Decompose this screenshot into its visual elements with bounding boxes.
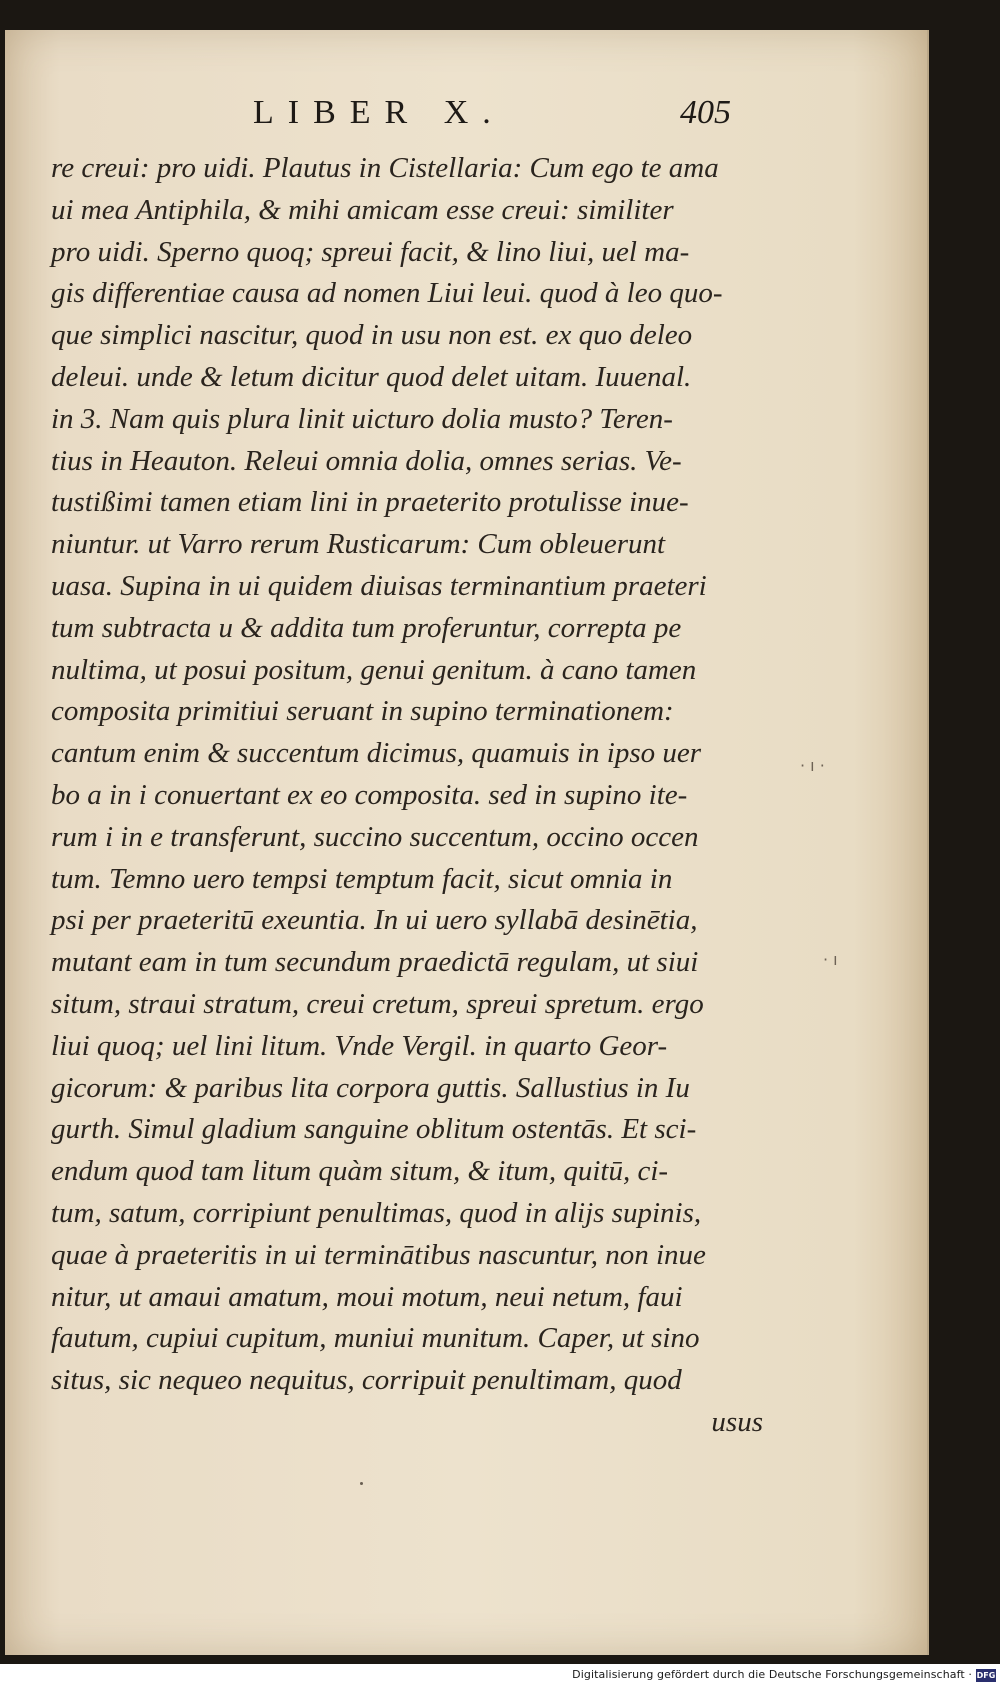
text-line: tum, satum, corripiunt penultimas, quod in alijs supinis, [51,1196,702,1229]
text-line: tius in Heauton. Releui omnia dolia, omnes serias. Ve- [51,444,682,477]
dfg-logo: DFG [976,1671,996,1680]
text-line: nitur, ut amaui amatum, moui motum, neui netum, faui [51,1280,683,1313]
text-line: gicorum: & paribus lita corpora guttis. Sallustius in Iu [51,1071,690,1104]
book-page [5,30,929,1655]
margin-speck-2: · ı [823,950,838,969]
text-line: psi per praeteritū exeuntia. In ui uero syllabā desinētia, [51,904,698,937]
text-line: gis differentiae causa ad nomen Liui leui. quod à leo quo- [51,277,723,310]
text-line: pro uidi. Sperno quoq; spreui facit, & lino liui, uel ma- [51,235,690,268]
text-line: fautum, cupiui cupitum, muniui munitum. Caper, ut sino [51,1322,700,1355]
running-head [5,94,927,144]
text-line: re creui: pro uidi. Plautus in Cistellaria: Cum ego te ama [51,152,719,184]
footer-bar [0,1666,1000,1687]
text-line: rum i in e transferunt, succino succentum, occino occen [51,820,699,853]
text-line: quae à praeteritis in ui terminātibus nascuntur, non inue [51,1238,706,1271]
text-line: ui mea Antiphila, & mihi amicam esse creui: similiter [51,193,674,226]
text-line: tum. Temno uero tempsi temptum facit, sicut omnia in [51,862,673,895]
text-line: tustißimi tamen etiam lini in praeterito protulisse inue- [51,486,689,519]
text-line: situs, sic nequeo nequitus, corripuit penultimam, quod [51,1364,682,1397]
text-line: bo a in i conuertant ex eo composita. sed in supino ite- [51,778,688,811]
text-line: situm, straui stratum, creui cretum, spreui spretum. ergo [51,987,704,1020]
text-line: usus [711,1405,763,1438]
funding-credit: Digitalisierung gefördert durch die Deutsche Forschungsgemeinschaft · [572,1668,972,1681]
running-head-title: LIBER X. [253,94,505,131]
page-number: 405 [680,94,731,131]
text-line: nultima, ut posui positum, genui genitum. à cano tamen [51,653,697,686]
text-line: endum quod tam litum quàm situm, & itum, quitū, ci- [51,1155,669,1188]
paper-speck [360,1482,363,1485]
text-line: que simplici nascitur, quod in usu non est. ex quo deleo [51,319,693,352]
text-line: uasa. Supina in ui quidem diuisas terminantium praeteri [51,569,707,602]
text-line: mutant eam in tum secundum praedictā regulam, ut siui [51,946,699,979]
text-line: cantum enim & succentum dicimus, quamuis in ipso uer [51,737,702,770]
body-text [51,148,763,1444]
text-line: gurth. Simul gladium sanguine oblitum ostentās. Et sci- [51,1113,697,1146]
text-line: tum subtracta u & addita tum proferuntur, correpta pe [51,611,682,644]
text-line: deleui. unde & letum dicitur quod delet uitam. Iuuenal. [51,360,692,393]
text-line: liui quoq; uel lini litum. Vnde Vergil. in quarto Geor- [51,1029,668,1062]
text-line: in 3. Nam quis plura linit uicturo dolia musto? Teren- [51,402,673,435]
text-line: niuntur. ut Varro rerum Rusticarum: Cum obleuerunt [51,528,666,561]
margin-speck-1: · ı · [800,756,825,775]
text-line: composita primitiui seruant in supino terminationem: [51,695,674,728]
